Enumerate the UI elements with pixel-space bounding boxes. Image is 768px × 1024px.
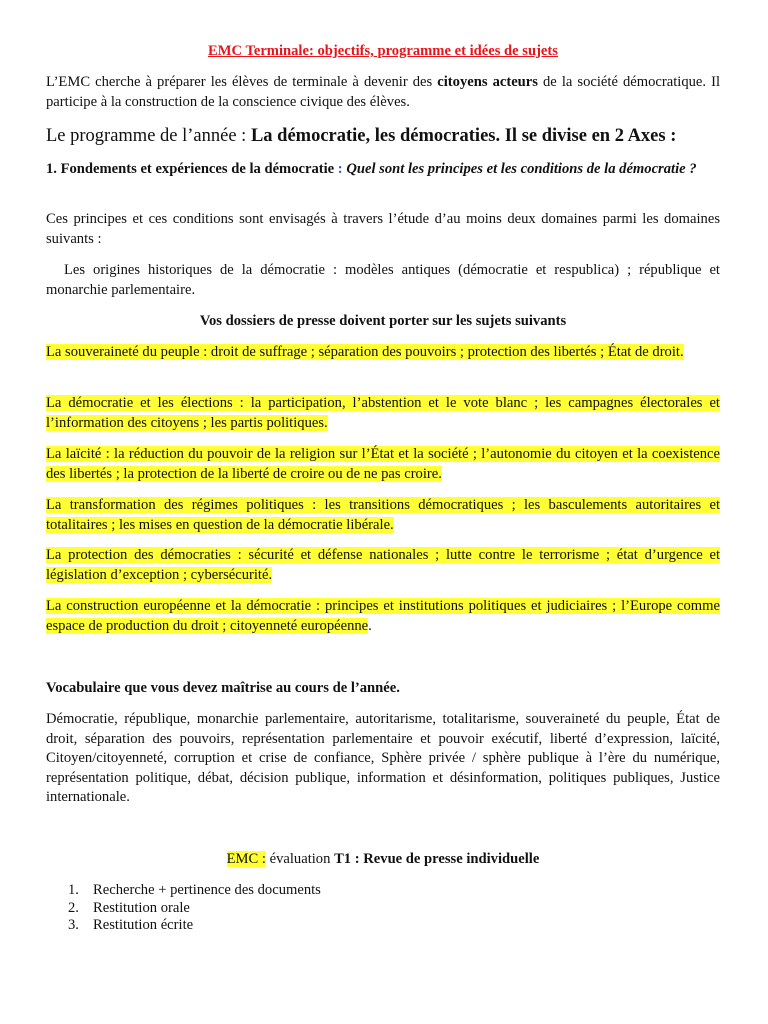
programme-theme: La démocratie, les démocraties. Il se divise en 2 Axes :: [250, 126, 677, 146]
subject-item: La démocratie et les élections : la participation, l’abstention et le vote blanc ; les campagnes électorales et l’information des citoyens ; les partis politiques.: [46, 395, 720, 431]
subject-item: La protection des démocraties : sécurité et défense nationales ; lutte contre le terrorisme ; état d’urgence et législation d’exception ; cybersécurité.: [46, 547, 720, 583]
list-item: 1. Recherche + pertinence des documents: [68, 882, 321, 898]
axis-1-question: Quel sont les principes et les conditions de la démocratie ?: [342, 161, 697, 177]
vocabulary-list: Démocratie, république, monarchie parlementaire, autoritarisme, totalitarisme, souveraineté du peuple, État de droit, séparation des pouvoirs, représentation parlementaire et pouvoir exécutif, liberté d’expression, laïcité, Citoyen/citoyenneté, corruption et crise de confiance, Sphère privée / sphère publique à l’ère du numérique, représentation politique, débat, décision publique, information et désinformation, politiques publiques, Justice internationale.: [46, 711, 720, 805]
vocabulary-heading: Vocabulaire que vous devez maîtrise au cours de l’année.: [46, 680, 400, 696]
axis-1-heading: 1. Fondements et expériences de la démocratie : Quel sont les principes et les conditions de la démocratie ?: [46, 161, 697, 177]
press-files-heading: Vos dossiers de presse doivent porter sur les sujets suivants: [199, 313, 567, 329]
subject-item: La laïcité : la réduction du pouvoir de la religion sur l’État et la société ; l’autonomie du citoyen et la coexistence des libertés ; la protection de la liberté de croire ou de ne pas croire.: [46, 446, 720, 482]
principles-paragraph: Ces principes et ces conditions sont envisagés à travers l’étude d’au moins deux domaines parmi les domaines suivants :: [46, 211, 720, 247]
document-title: EMC Terminale: objectifs, programme et idées de sujets: [208, 43, 558, 59]
intro-emphasis: citoyens acteurs: [437, 74, 538, 90]
intro-paragraph: L’EMC cherche à préparer les élèves de terminale à devenir des citoyens acteurs de la société démocratique. Il participe à la construction de la conscience civique des élèves.: [46, 74, 721, 110]
evaluation-criteria-list: [68, 882, 668, 935]
evaluation-heading: EMC : évaluation T1 : Revue de presse individuelle: [226, 851, 540, 867]
list-item: 2. Restitution orale: [68, 899, 190, 916]
subject-item: La construction européenne et la démocratie : principes et institutions politiques et judiciaires ; l’Europe comme espace de production du droit ; citoyenneté européenne.: [46, 598, 720, 634]
historical-origins-paragraph: Les origines historiques de la démocratie : modèles antiques (démocratie et respublica) ; république et monarchie parlementaire.: [46, 262, 720, 298]
subject-item: La souveraineté du peuple : droit de suffrage ; séparation des pouvoirs ; protection des libertés ; État de droit.: [46, 344, 684, 360]
subject-item: La transformation des régimes politiques : les transitions démocratiques ; les basculements autoritaires et totalitaires ; les mises en question de la démocratie libérale.: [46, 497, 720, 533]
list-item: 3. Restitution écrite: [68, 917, 194, 933]
programme-heading: Le programme de l’année : La démocratie, les démocraties. Il se divise en 2 Axes :: [46, 126, 677, 146]
